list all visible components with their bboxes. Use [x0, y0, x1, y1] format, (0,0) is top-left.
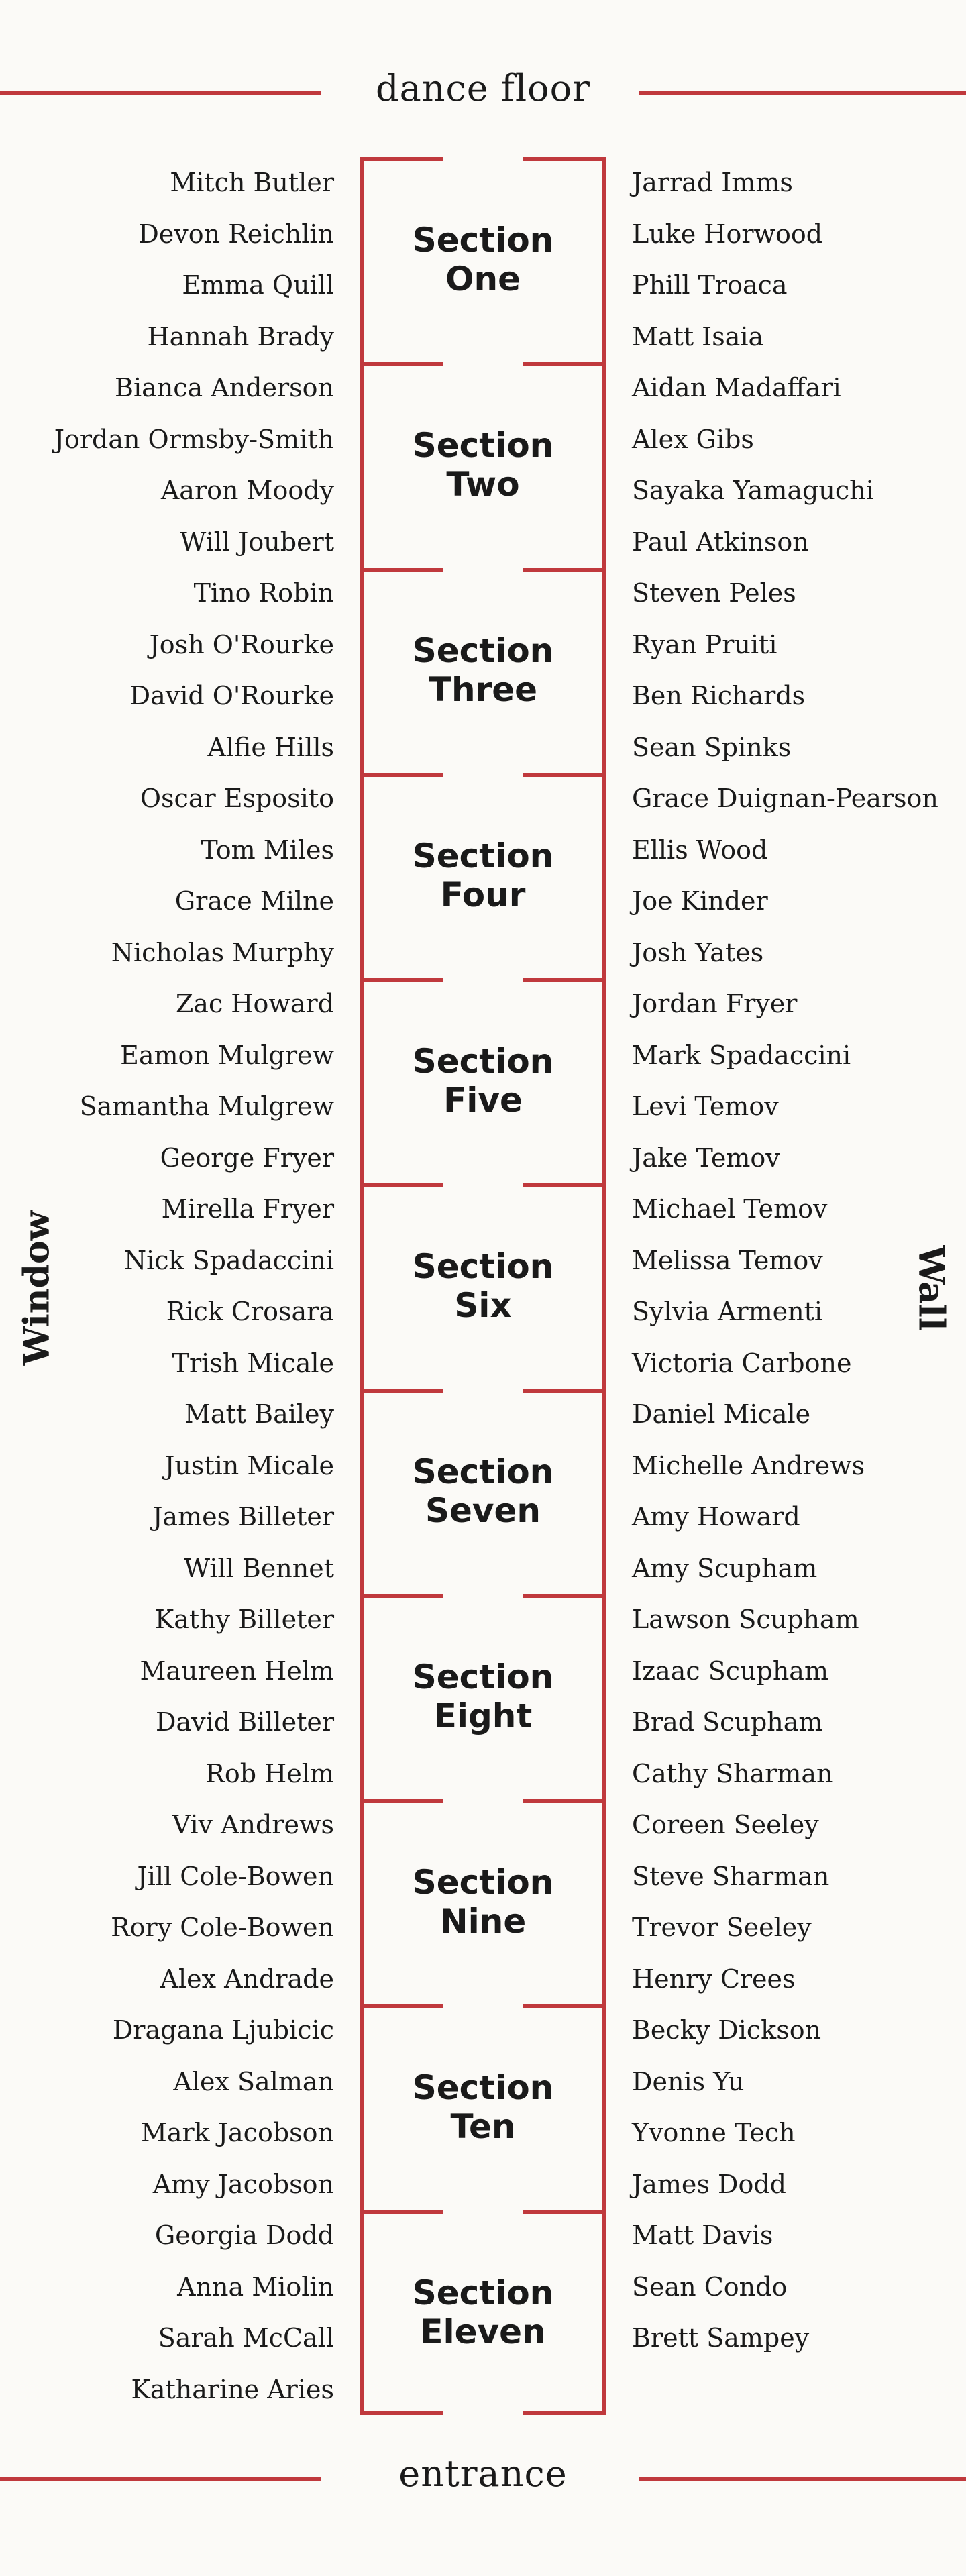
section-title-line1: Section [412, 1042, 554, 1081]
window-label: Window [16, 1210, 58, 1366]
guest-name: Mirella Fryer [161, 1194, 334, 1224]
section-title [360, 1042, 606, 1120]
guest-name: Jordan Fryer [632, 989, 798, 1018]
section-divider-right [523, 2210, 606, 2214]
section-divider-right [523, 1799, 606, 1803]
guest-name: Samantha Mulgrew [79, 1091, 334, 1121]
guest-name: Phill Troaca [632, 270, 788, 300]
section-5 [360, 978, 606, 1183]
guest-name: Aidan Madaffari [632, 373, 841, 402]
window-side-guest-list [54, 157, 334, 2415]
guest-name: Tino Robin [193, 578, 334, 608]
section-divider-left [360, 773, 443, 777]
guest-name: Emma Quill [182, 270, 334, 300]
guest-name: Mark Jacobson [140, 2118, 334, 2147]
guest-name: Bianca Anderson [115, 373, 334, 402]
guest-name: Alex Salman [173, 2066, 334, 2096]
guest-name: Sylvia Armenti [632, 1297, 823, 1326]
guest-name: Josh O'Rourke [149, 629, 334, 659]
guest-name: Zac Howard [175, 989, 334, 1018]
guest-name: Oscar Esposito [140, 784, 334, 813]
guest-name: Alfie Hills [207, 732, 334, 762]
section-title-line1: Section [412, 426, 554, 465]
guest-name: Dragana Ljubicic [112, 2015, 334, 2045]
section-title [360, 1452, 606, 1530]
section-title-line1: Section [412, 221, 554, 260]
guest-name: Will Bennet [183, 1553, 334, 1583]
section-title-line1: Section [412, 837, 554, 875]
guest-name: Becky Dickson [632, 2015, 822, 2045]
guest-name: Luke Horwood [632, 219, 823, 249]
section-title-line2: Four [440, 875, 526, 914]
guest-name: Steve Sharman [632, 1861, 830, 1891]
guest-name: Nick Spadaccini [123, 1245, 334, 1275]
guest-name: Jake Temov [632, 1142, 780, 1173]
section-title-line2: Nine [439, 1902, 527, 1941]
guest-name: Rob Helm [205, 1758, 334, 1788]
guest-name: Levi Temov [632, 1091, 779, 1121]
section-title [360, 631, 606, 709]
section-title [360, 1658, 606, 1735]
bottom-line-right [639, 2477, 966, 2481]
section-divider-left [360, 568, 443, 572]
section-10 [360, 2004, 606, 2210]
section-title-line2: Two [446, 465, 520, 504]
section-divider-right [523, 1183, 606, 1187]
section-title [360, 837, 606, 914]
guest-name: Katharine Aries [131, 2374, 334, 2404]
section-title [360, 2273, 606, 2351]
section-title [360, 221, 606, 299]
section-title [360, 2068, 606, 2146]
guest-name: Devon Reichlin [138, 219, 334, 249]
entrance-label: entrance [398, 2453, 568, 2495]
section-1 [360, 157, 606, 362]
guest-name: Coreen Seeley [632, 1810, 819, 1839]
guest-name: Sayaka Yamaguchi [632, 476, 874, 505]
section-2 [360, 362, 606, 568]
guest-name: Denis Yu [632, 2066, 745, 2096]
section-title-line2: Eight [433, 1697, 533, 1735]
guest-name: Sarah McCall [158, 2323, 334, 2353]
guest-name: Paul Atkinson [632, 527, 809, 557]
guest-name: Alex Andrade [160, 1964, 334, 1994]
guest-name: James Billeter [152, 1502, 334, 1532]
top-line-right [639, 91, 966, 95]
guest-name: Eamon Mulgrew [120, 1040, 334, 1070]
section-divider-right [523, 362, 606, 366]
section-divider-left [360, 1799, 443, 1803]
section-divider-left [360, 1389, 443, 1393]
guest-name: Tom Miles [201, 835, 334, 865]
guest-name: Trevor Seeley [632, 1913, 812, 1942]
table-frame [360, 157, 606, 2415]
guest-name: Alex Gibs [632, 424, 754, 454]
section-title-line1: Section [412, 1247, 554, 1286]
guest-name: George Fryer [160, 1142, 334, 1173]
guest-name: Jarrad Imms [632, 168, 793, 197]
guest-name: Ellis Wood [632, 835, 768, 865]
section-title [360, 1247, 606, 1325]
top-line-left [0, 91, 321, 95]
guest-name: Michael Temov [632, 1194, 828, 1224]
guest-name: Yvonne Tech [632, 2118, 796, 2147]
section-title-line2: Five [443, 1081, 523, 1120]
guest-name: Anna Miolin [177, 2271, 334, 2302]
guest-name: Cathy Sharman [632, 1758, 833, 1788]
guest-name: Joe Kinder [632, 886, 768, 916]
section-title [360, 1863, 606, 1941]
section-title-line2: One [445, 260, 521, 299]
section-divider-left [360, 362, 443, 366]
section-title-line2: Ten [450, 2107, 516, 2146]
bottom-line-left [0, 2477, 321, 2481]
guest-name: Victoria Carbone [632, 1348, 852, 1378]
section-title-line1: Section [412, 1452, 554, 1491]
guest-name: Michelle Andrews [632, 1450, 865, 1481]
guest-name: Ben Richards [632, 681, 806, 710]
guest-name: Jill Cole-Bowen [137, 1861, 334, 1891]
guest-name: Josh Yates [632, 937, 764, 967]
guest-name: Will Joubert [180, 527, 334, 557]
section-title-line1: Section [412, 631, 554, 670]
guest-name: Georgia Dodd [154, 2220, 334, 2250]
guest-name: Aaron Moody [160, 476, 334, 505]
guest-name: Jordan Ormsby-Smith [54, 424, 334, 454]
guest-name: Mitch Butler [170, 168, 334, 197]
section-9 [360, 1799, 606, 2004]
section-3 [360, 568, 606, 773]
guest-name: Sean Condo [632, 2271, 788, 2302]
section-title-line1: Section [412, 1658, 554, 1697]
section-title-line1: Section [412, 2068, 554, 2107]
dance-floor-label: dance floor [376, 67, 590, 109]
wall-label: Wall [910, 1245, 952, 1331]
section-8 [360, 1594, 606, 1799]
section-title-line1: Section [412, 2273, 554, 2312]
guest-name: Trish Micale [172, 1348, 334, 1378]
section-divider-right [523, 773, 606, 777]
guest-name: Ryan Pruiti [632, 629, 777, 659]
section-divider-right [523, 157, 606, 161]
guest-name: James Dodd [632, 2169, 786, 2199]
section-title-line1: Section [412, 1863, 554, 1902]
section-title [360, 426, 606, 504]
section-6 [360, 1183, 606, 1389]
section-divider-left [360, 2004, 443, 2008]
guest-name: Amy Howard [632, 1502, 800, 1532]
guest-name: Steven Peles [632, 578, 796, 608]
section-divider-right [523, 2411, 606, 2415]
guest-name: Grace Duignan-Pearson [632, 784, 938, 813]
guest-name: Matt Davis [632, 2220, 773, 2250]
guest-name: Izaac Scupham [632, 1656, 828, 1686]
section-divider-left [360, 2210, 443, 2214]
guest-name: Maureen Helm [140, 1656, 334, 1686]
section-divider-left [360, 157, 443, 161]
guest-name: David Billeter [156, 1707, 334, 1737]
guest-name: Lawson Scupham [632, 1605, 859, 1634]
guest-name: Brett Sampey [632, 2323, 810, 2353]
guest-name: Rick Crosara [166, 1297, 334, 1326]
guest-name: David O'Rourke [129, 681, 334, 710]
section-divider-right [523, 1594, 606, 1598]
section-title-line2: Six [454, 1286, 512, 1325]
section-divider-right [523, 978, 606, 982]
guest-name: Melissa Temov [632, 1245, 823, 1275]
guest-name: Amy Jacobson [152, 2169, 334, 2199]
section-divider-right [523, 1389, 606, 1393]
guest-name: Mark Spadaccini [632, 1040, 851, 1070]
section-divider-right [523, 2004, 606, 2008]
section-title-line2: Three [428, 670, 538, 709]
guest-name: Daniel Micale [632, 1399, 811, 1429]
guest-name: Viv Andrews [172, 1810, 334, 1839]
guest-name: Brad Scupham [632, 1707, 823, 1737]
guest-name: Matt Isaia [632, 321, 764, 352]
guest-name: Rory Cole-Bowen [111, 1913, 334, 1942]
section-divider-left [360, 978, 443, 982]
guest-name: Kathy Billeter [154, 1605, 334, 1634]
section-divider-right [523, 568, 606, 572]
section-title-line2: Seven [425, 1491, 541, 1530]
section-title-line2: Eleven [420, 2312, 546, 2351]
guest-name: Nicholas Murphy [111, 937, 334, 967]
guest-name: Grace Milne [174, 886, 334, 916]
section-4 [360, 773, 606, 978]
section-divider-left [360, 1594, 443, 1598]
guest-name: Amy Scupham [632, 1553, 818, 1583]
section-11 [360, 2210, 606, 2415]
wall-side-guest-list [632, 157, 938, 2364]
section-divider-left [360, 2411, 443, 2415]
section-divider-left [360, 1183, 443, 1187]
guest-name: Sean Spinks [632, 732, 792, 762]
guest-name: Matt Bailey [184, 1399, 334, 1429]
section-7 [360, 1389, 606, 1594]
guest-name: Justin Micale [164, 1450, 334, 1481]
guest-name: Henry Crees [632, 1964, 796, 1994]
guest-name: Hannah Brady [147, 321, 334, 352]
